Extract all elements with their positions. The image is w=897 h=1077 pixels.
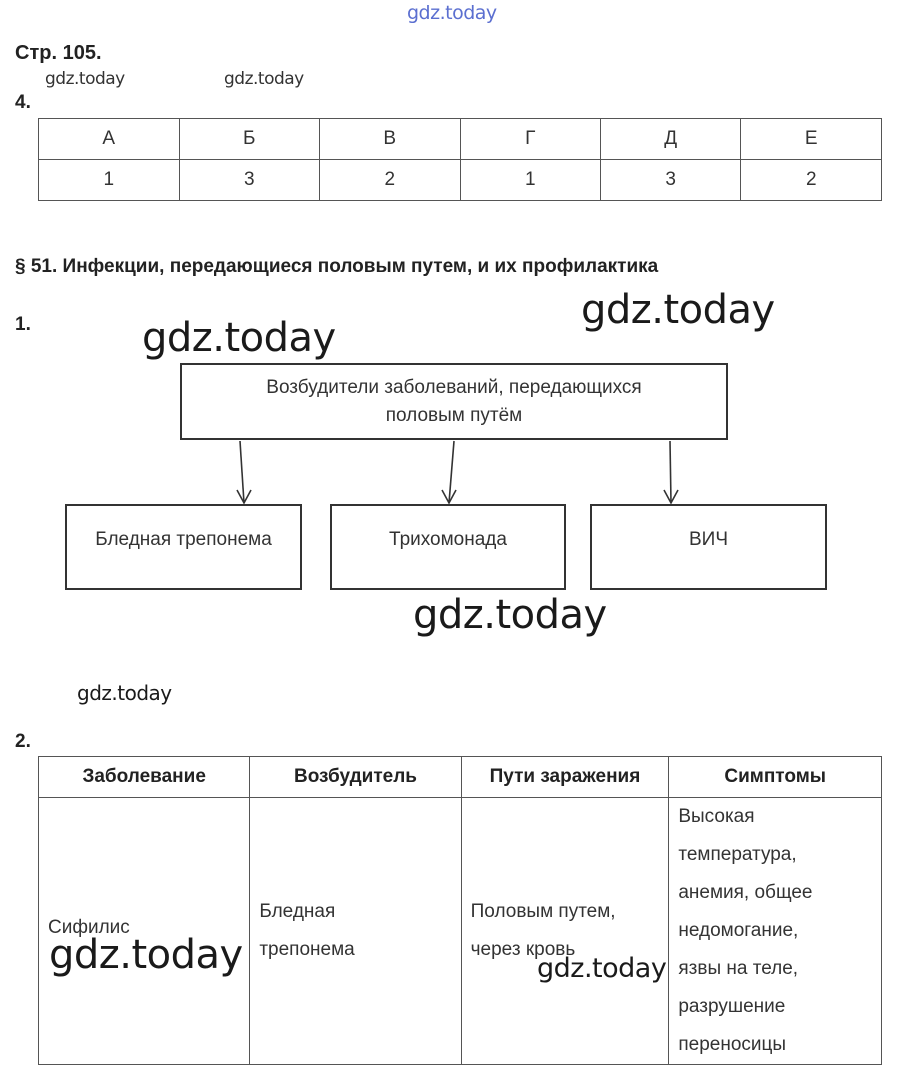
- symptom-line: переносицы: [678, 1034, 787, 1055]
- watermark: gdz.today: [142, 315, 336, 361]
- route-line: через кровь: [470, 939, 576, 960]
- table-cell-disease: [39, 798, 250, 1065]
- watermark: gdz.today: [224, 69, 304, 89]
- section-title: § 51. Инфекции, передающиеся половым путем, и их профилактика: [15, 256, 659, 277]
- table-header-row: [39, 757, 882, 798]
- watermark: gdz.today: [413, 592, 607, 638]
- symptom-line: анемия, общее: [678, 882, 813, 903]
- symptom-line: Высокая: [678, 806, 755, 827]
- diagram-root-line-1: Возбудители заболеваний, передающихся: [266, 376, 642, 398]
- watermark-top: gdz.today: [407, 2, 497, 24]
- table-cell: Г: [460, 119, 600, 160]
- table-cell: Б: [179, 119, 320, 160]
- symptom-line: язвы на теле,: [678, 958, 799, 979]
- diagram-child-box: [330, 504, 566, 590]
- route-line: Половым путем,: [470, 901, 616, 922]
- table-cell: 2: [741, 160, 882, 201]
- table-header-cell: Возбудитель: [250, 757, 461, 798]
- symptom-line: разрушение: [678, 996, 786, 1017]
- diagram-child-label: Бледная трепонема: [95, 529, 272, 550]
- task-1-number: 1.: [15, 314, 31, 335]
- table-cell: Д: [600, 119, 741, 160]
- table-cell-route: [461, 798, 669, 1065]
- symptom-line: недомогание,: [678, 920, 799, 941]
- table-cell: В: [320, 119, 461, 160]
- diagram-child-box: [590, 504, 827, 590]
- arrow-line: [670, 441, 671, 503]
- task-2-number: 2.: [15, 731, 31, 752]
- table-cell: Е: [741, 119, 882, 160]
- agent-line: трепонема: [259, 939, 355, 960]
- table-cell: 1: [39, 160, 180, 201]
- diagram-child-box: [65, 504, 302, 590]
- watermark: gdz.today: [77, 681, 172, 705]
- table-cell-symptoms: [669, 798, 882, 1065]
- task-4-number: 4.: [15, 92, 31, 113]
- table-cell: А: [39, 119, 180, 160]
- table-header-cell: Заболевание: [39, 757, 250, 798]
- watermark: gdz.today: [45, 69, 125, 89]
- arrow-line: [240, 441, 244, 503]
- watermark: gdz.today: [49, 932, 243, 978]
- table-header-cell: Пути заражения: [461, 757, 669, 798]
- disease-text: Сифилис: [48, 917, 130, 938]
- diagram-child-label: ВИЧ: [689, 529, 728, 550]
- table-cell: 1: [460, 160, 600, 201]
- symptom-line: температура,: [678, 844, 797, 865]
- table-cell: 3: [600, 160, 741, 201]
- watermark: gdz.today: [581, 287, 775, 333]
- table-row: [39, 798, 882, 1065]
- agent-line: Бледная: [259, 901, 336, 922]
- task-2-table: [38, 756, 882, 1065]
- table-cell-agent: [250, 798, 461, 1065]
- page-reference: Стр. 105.: [15, 42, 102, 64]
- table-cell: 2: [320, 160, 461, 201]
- diagram-child-label: Трихомонада: [389, 529, 507, 550]
- table-header-cell: Симптомы: [669, 757, 882, 798]
- watermark: gdz.today: [537, 953, 667, 984]
- diagram-root-line-2: половым путём: [385, 404, 523, 426]
- table-cell: 3: [179, 160, 320, 201]
